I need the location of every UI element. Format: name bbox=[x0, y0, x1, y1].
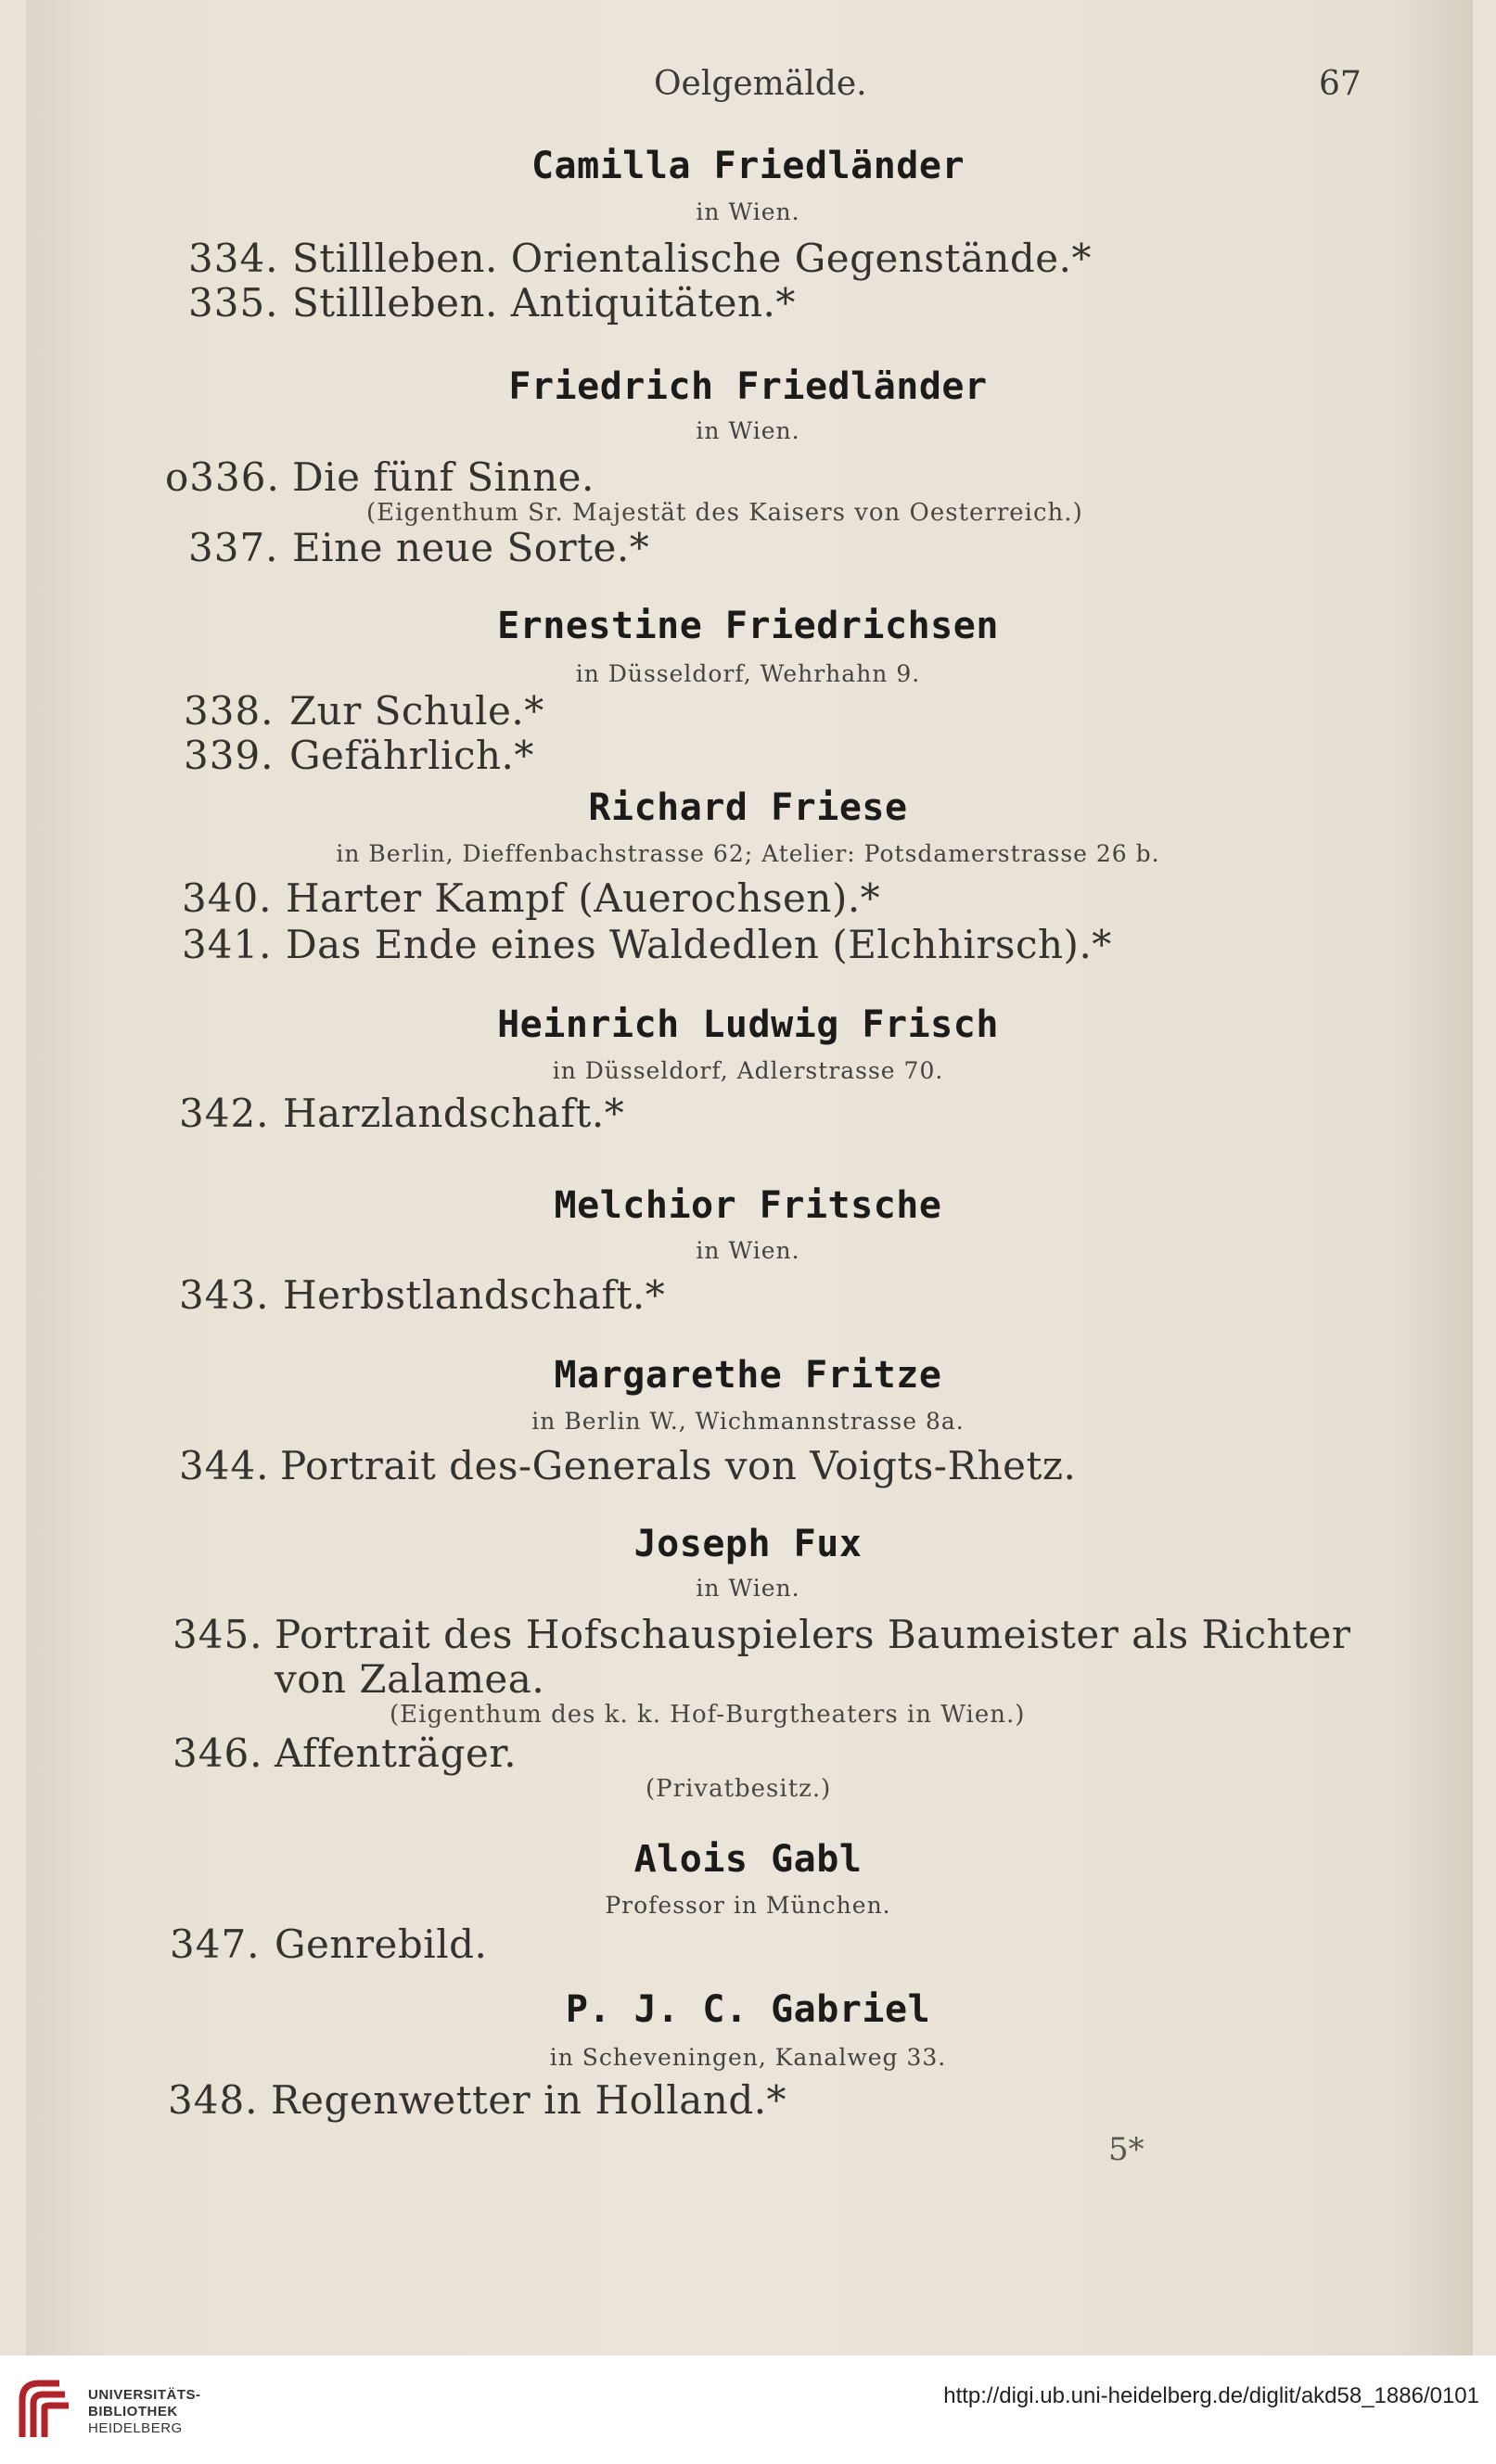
artist-location: in Wien. bbox=[696, 1575, 800, 1602]
work-title: Genrebild. bbox=[275, 1921, 488, 1967]
work-number: 341. bbox=[182, 922, 273, 967]
work-title: Die fünf Sinne. bbox=[292, 454, 595, 500]
work-title: Gefährlich.* bbox=[289, 733, 534, 778]
work-note: (Privatbesitz.) bbox=[646, 1775, 832, 1803]
source-url-link[interactable]: http://digi.ub.uni-heidelberg.de/diglit/akd58_1886/0101 bbox=[943, 2383, 1479, 2408]
work-number: 335. bbox=[188, 280, 279, 326]
artist-name: Camilla Friedländer bbox=[531, 145, 965, 187]
signature-mark: 5* bbox=[1108, 2131, 1144, 2168]
work-number: 338. bbox=[184, 688, 275, 734]
work-number: 337. bbox=[188, 525, 279, 570]
work-note: (Eigenthum Sr. Majestät des Kaisers von Oesterreich.) bbox=[366, 499, 1083, 527]
work-title: Zur Schule.* bbox=[289, 688, 544, 734]
artist-name: P. J. C. Gabriel bbox=[565, 1988, 931, 2031]
work-title-continued: von Zalamea. bbox=[275, 1656, 545, 1702]
work-title: Stillleben. Antiquitäten.* bbox=[292, 280, 796, 326]
work-number: 339. bbox=[184, 733, 275, 778]
logo-text-line: BIBLIOTHEK bbox=[88, 2404, 178, 2419]
artist-location: in Düsseldorf, Wehrhahn 9. bbox=[575, 660, 921, 687]
work-title: Regenwetter in Holland.* bbox=[271, 2077, 787, 2123]
artist-name: Ernestine Friedrichsen bbox=[497, 605, 999, 647]
artist-location: in Düsseldorf, Adlerstrasse 70. bbox=[552, 1057, 944, 1084]
work-title: Harzlandschaft.* bbox=[283, 1091, 625, 1136]
work-number: 348. bbox=[168, 2077, 259, 2123]
work-number: 344. bbox=[179, 1443, 270, 1488]
artist-location: in Wien. bbox=[696, 1237, 800, 1264]
logo-text-line: UNIVERSITÄTS- bbox=[88, 2387, 201, 2403]
work-title: Affenträger. bbox=[275, 1730, 518, 1776]
artist-name: Friedrich Friedländer bbox=[508, 365, 988, 408]
artist-name: Melchior Fritsche bbox=[554, 1184, 942, 1227]
artist-name: Heinrich Ludwig Frisch bbox=[497, 1003, 999, 1046]
artist-name: Joseph Fux bbox=[633, 1523, 863, 1565]
artist-location: Professor in München. bbox=[605, 1892, 891, 1919]
work-number: 340. bbox=[182, 875, 273, 921]
artist-name: Margarethe Fritze bbox=[554, 1354, 942, 1397]
artist-location: in Berlin, Dieffenbachstrasse 62; Atelier: Potsdamerstrasse 26 b. bbox=[336, 840, 1160, 867]
work-number: 345. bbox=[173, 1612, 263, 1657]
work-title: Stillleben. Orientalische Gegenstände.* bbox=[292, 236, 1093, 281]
artist-location: in Berlin W., Wichmannstrasse 8a. bbox=[531, 1408, 965, 1435]
artist-location: in Wien. bbox=[696, 198, 800, 225]
running-title: Oelgemälde. bbox=[654, 65, 867, 103]
work-number: 334. bbox=[188, 236, 279, 281]
artist-location: in Wien. bbox=[696, 417, 800, 444]
library-logo-icon bbox=[13, 2372, 78, 2446]
work-title: Harter Kampf (Auerochsen).* bbox=[286, 875, 881, 921]
work-title: Portrait des-Generals von Voigts-Rhetz. bbox=[280, 1443, 1077, 1488]
work-title: Eine neue Sorte.* bbox=[292, 525, 650, 570]
work-title: Herbstlandschaft.* bbox=[283, 1272, 666, 1318]
artist-name: Richard Friese bbox=[588, 786, 908, 829]
work-number: 342. bbox=[179, 1091, 270, 1136]
artist-name: Alois Gabl bbox=[633, 1838, 863, 1881]
logo-text-line: HEIDELBERG bbox=[88, 2420, 183, 2436]
work-title: Das Ende eines Waldedlen (Elchhirsch).* bbox=[286, 922, 1112, 967]
work-number: 346. bbox=[173, 1730, 263, 1776]
work-number: 347. bbox=[170, 1921, 261, 1967]
work-number: 343. bbox=[179, 1272, 270, 1318]
work-note: (Eigenthum des k. k. Hof-Burgtheaters in Wien.) bbox=[390, 1701, 1026, 1729]
artist-location: in Scheveningen, Kanalweg 33. bbox=[549, 2044, 947, 2071]
footer-bar bbox=[0, 2355, 1496, 2464]
work-number: o336. bbox=[165, 454, 280, 500]
work-title: Portrait des Hofschauspielers Baumeister als Richter bbox=[275, 1612, 1351, 1657]
page-number: 67 bbox=[1319, 65, 1362, 103]
